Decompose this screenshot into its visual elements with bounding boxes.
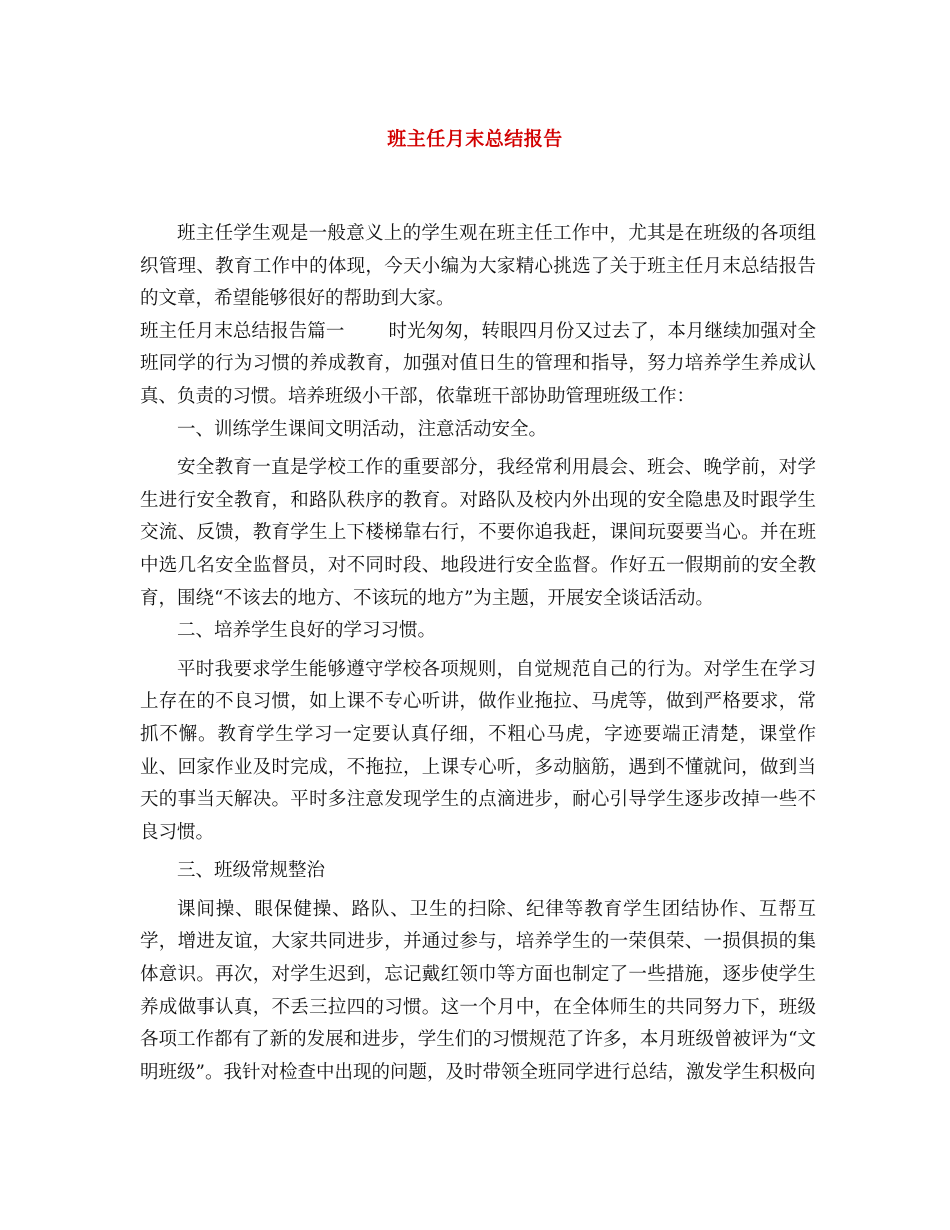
- section2-body: 平时我要求学生能够遵守学校各项规则，自觉规范自己的行为。对学生在学习上存在的不良习惯，如上课不专心听讲，做作业拖拉、马虎等，做到严格要求，常抓不懈。教育学生学习一定要认真仔细，不粗心马虎，字迹要端正清楚，课堂作业、回家作业及时完成，不拖拉，上课专心听，多动脑筋，遇到不懂就问，做到当天的事当天解决。平时多注意发现学生的点滴进步，耐心引导学生逐步改掉一些不良习惯。: [140, 658, 816, 843]
- intro-paragraph: 班主任学生观是一般意义上的学生观在班主任工作中，尤其是在班级的各项组织管理、教育工作中的体现，今天小编为大家精心挑选了关于班主任月末总结报告的文章，希望能够很好的帮助到大家。: [140, 223, 816, 310]
- section3-body: 课间操、眼保健操、路队、卫生的扫除、纪律等教育学生团结协作、互帮互学，增进友谊，大家共同进步，并通过参与，培养学生的一荣俱荣、一损俱损的集体意识。再次，对学生迟到，忘记戴红领巾等方面也制定了一些措施，逐步使学生养成做事认真，不丢三拉四的习惯。这一个月中，在全体师生的共同努力下，班级各项工作都有了新的发展和进步，学生们的习惯规范了许多，本月班级曾被评为“文明班级”。我针对检查中出现的问题，及时带领全班同学进行总结，激发学生积极向: [140, 898, 816, 1083]
- article-opening-paragraph: [140, 316, 816, 414]
- article-label: 班主任月末总结报告篇一: [140, 320, 345, 342]
- section3-heading: 三、班级常规整治: [177, 860, 326, 882]
- document-body: [140, 218, 816, 1089]
- document-title: 班主任月末总结报告: [387, 128, 563, 150]
- section1-body: 安全教育一直是学校工作的重要部分，我经常利用晨会、班会、晚学前，对学生进行安全教育，和路队秩序的教育。对路队及校内外出现的安全隐患及时跟学生交流、反馈，教育学生上下楼梯靠右行，不要你追我赶，课间玩耍要当心。并在班中选几名安全监督员，对不同时段、地段进行安全监督。作好五一假期前的安全教育，围绕“不该去的地方、不该玩的地方”为主题，开展安全谈话活动。: [140, 457, 816, 609]
- section2-heading: 二、培养学生良好的学习习惯。: [177, 620, 437, 642]
- section1-heading: 一、训练学生课间文明活动，注意活动安全。: [177, 418, 548, 440]
- article-opening-text: 时光匆匆，转眼四月份又过去了，本月继续加强对全班同学的行为习惯的养成教育，加强对值日生的管理和指导，努力培养学生养成认真、负责的习惯。培养班级小干部，依靠班干部协助管理班级工作：: [140, 320, 816, 407]
